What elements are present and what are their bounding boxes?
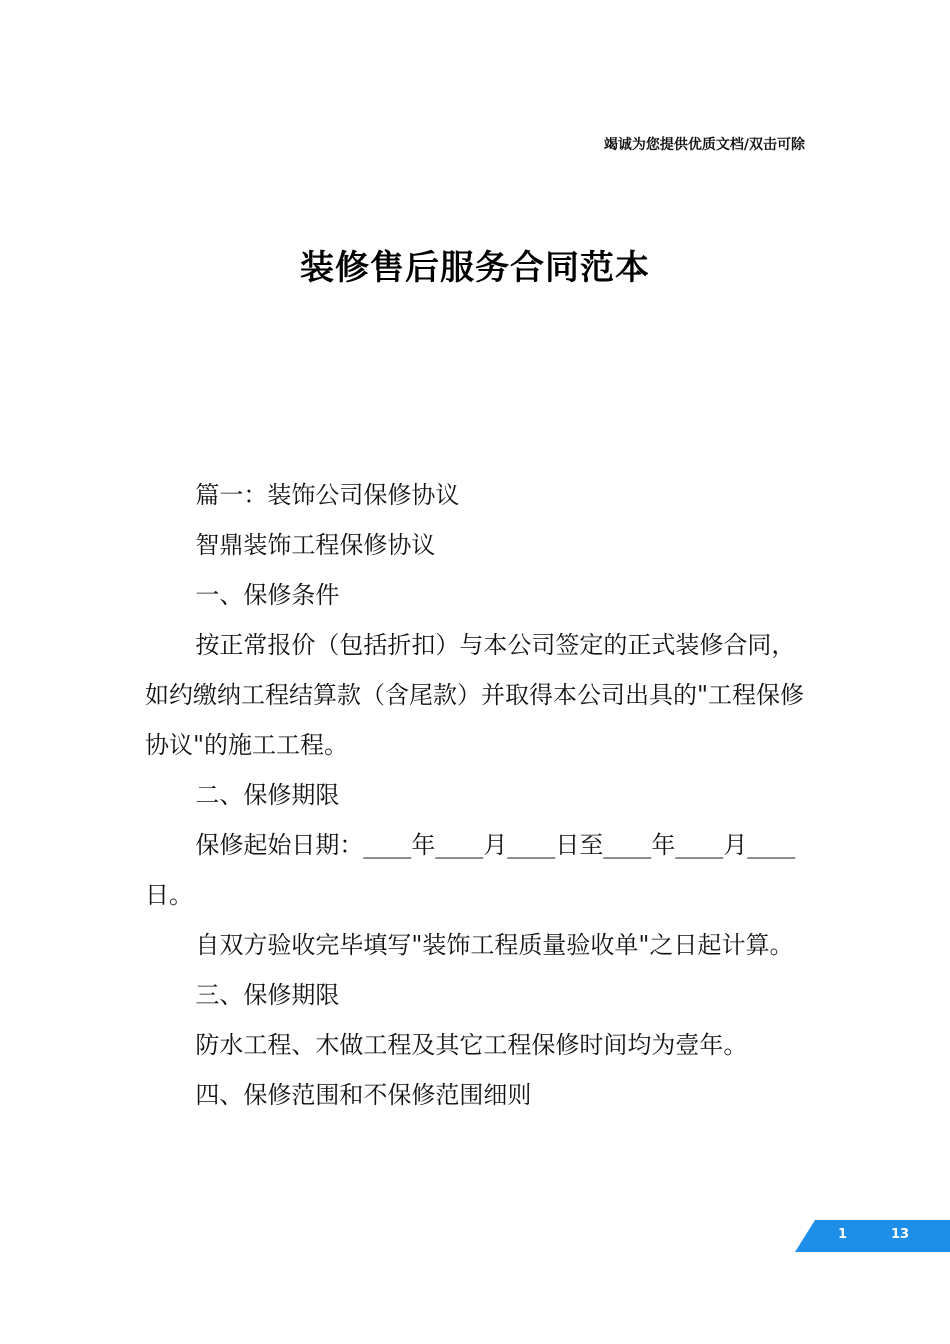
document-body: [145, 470, 810, 1120]
clause-heading-3: 三、保修期限: [195, 981, 340, 1009]
clause-heading-4: 四、保修范围和不保修范围细则: [195, 1081, 532, 1109]
clause-heading-2: 二、保修期限: [195, 781, 340, 809]
header-note: 竭诚为您提供优质文档/双击可除: [603, 137, 805, 153]
clause-text-3: 防水工程、木做工程及其它工程保修时间均为壹年。: [195, 1031, 748, 1059]
current-page-number: 1: [838, 1227, 848, 1242]
page-indicator: [795, 1220, 950, 1252]
clause-text-2a: 保修起始日期：____年____月____日至____年____月____日。: [145, 831, 796, 909]
section-heading: 篇一：装饰公司保修协议: [195, 481, 460, 509]
total-page-count: 13: [891, 1227, 910, 1242]
page-badge-shape: [795, 1220, 950, 1252]
clause-text-2b: 自双方验收完毕填写"装饰工程质量验收单"之日起计算。: [195, 931, 794, 959]
clause-heading-1: 一、保修条件: [195, 581, 340, 609]
document-title: 装修售后服务合同范本: [300, 248, 650, 288]
agreement-title: 智鼎装饰工程保修协议: [195, 531, 436, 559]
clause-text-1: 按正常报价（包括折扣）与本公司签定的正式装修合同，如约缴纳工程结算款（含尾款）并取得本公司出具的"工程保修协议"的施工工程。: [145, 631, 805, 759]
